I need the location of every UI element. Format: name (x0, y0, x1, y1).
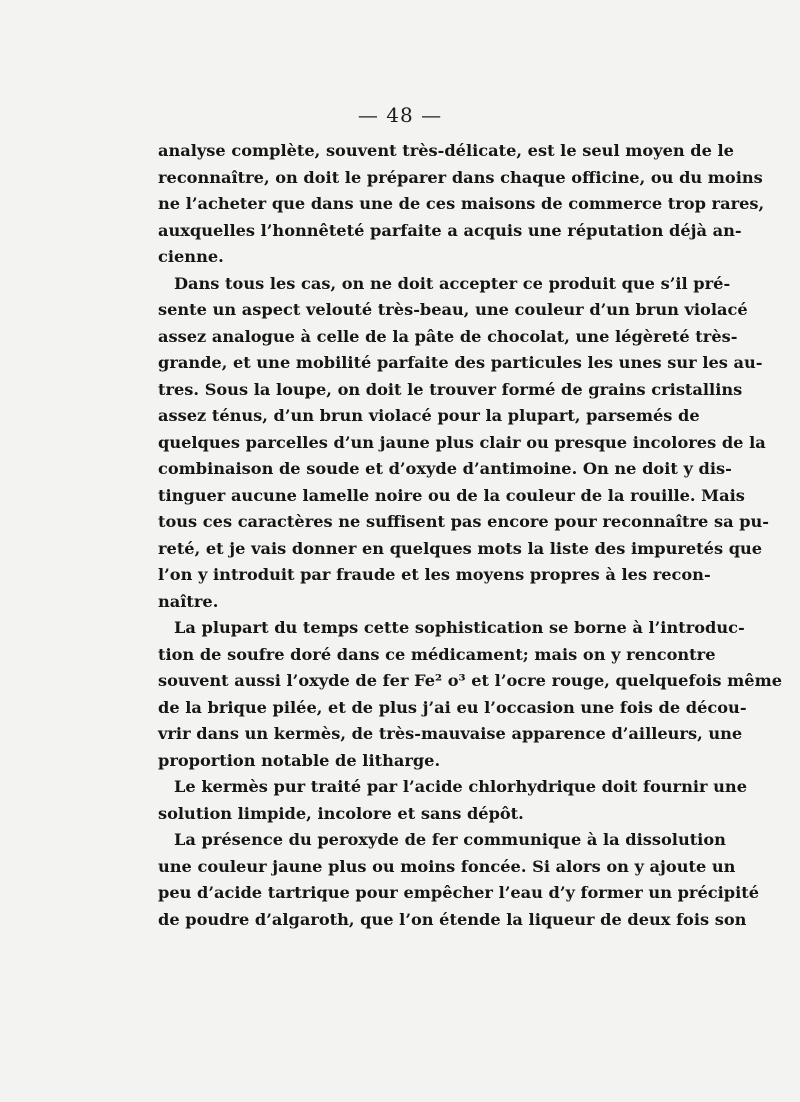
text-line: souvent aussi l’oxyde de fer Fe² o³ et l’ocre rouge, quelquefois même (158, 671, 782, 690)
text-line: proportion notable de litharge. (158, 750, 441, 770)
text-line: reconnaître, on doit le préparer dans chaque officine, ou du moins (158, 167, 763, 187)
text-line: de la brique pilée, et de plus j’ai eu l’occasion une fois de décou- (158, 697, 747, 717)
text-line: naître. (158, 591, 219, 611)
text-line: analyse complète, souvent très-délicate, est le seul moyen de le (158, 141, 734, 160)
text-line: grande, et une mobilité parfaite des particules les unes sur les au- (158, 353, 763, 372)
text-line: l’on y introduit par fraude et les moyens propres à les recon- (158, 565, 711, 584)
text-line: Le kermès pur traité par l’acide chlorhydrique doit fournir une (174, 777, 747, 796)
text-line: Dans tous les cas, on ne doit accepter ce produit que s’il pré- (174, 273, 731, 293)
text-line: auxquelles l’honnêteté parfaite a acquis une réputation déjà an- (158, 220, 742, 240)
text-line: peu d’acide tartrique pour empêcher l’eau d’y former un précipité (158, 883, 760, 902)
text-line: sente un aspect velouté très-beau, une couleur d’un brun violacé (158, 300, 748, 319)
body-text (158, 138, 782, 933)
text-line: cienne. (158, 247, 224, 266)
text-line: solution limpide, incolore et sans dépôt. (158, 803, 524, 823)
text-line: tinguer aucune lamelle noire ou de la couleur de la rouille. Mais (158, 485, 745, 505)
text-line: combinaison de soude et d’oxyde d’antimoine. On ne doit y dis- (158, 459, 732, 478)
text-line: tous ces caractères ne suffisent pas encore pour reconnaître sa pu- (158, 512, 770, 531)
text-line: quelques parcelles d’un jaune plus clair ou presque incolores de la (158, 432, 766, 452)
text-line: tion de soufre doré dans ce médicament; mais on y rencontre (158, 644, 716, 664)
text-line: La plupart du temps cette sophistication se borne à l’introduc- (174, 618, 745, 637)
page-number: — 48 — (357, 103, 443, 127)
text-line: de poudre d’algaroth, que l’on étende la liqueur de deux fois son (158, 909, 747, 929)
text-line: une couleur jaune plus ou moins foncée. Si alors on y ajoute un (158, 856, 736, 876)
text-line: ne l’acheter que dans une de ces maisons de commerce trop rares, (158, 194, 765, 213)
text-line: assez analogue à celle de la pâte de chocolat, une légèreté très- (158, 326, 738, 346)
text-line: La présence du peroxyde de fer communique à la dissolution (174, 830, 726, 849)
text-line: tres. Sous la loupe, on doit le trouver formé de grains cristallins (158, 379, 743, 399)
text-line: vrir dans un kermès, de très-mauvaise apparence d’ailleurs, une (158, 724, 743, 743)
text-line: assez ténus, d’un brun violacé pour la plupart, parsemés de (158, 406, 700, 425)
text-line: reté, et je vais donner en quelques mots la liste des impuretés que (158, 538, 763, 558)
